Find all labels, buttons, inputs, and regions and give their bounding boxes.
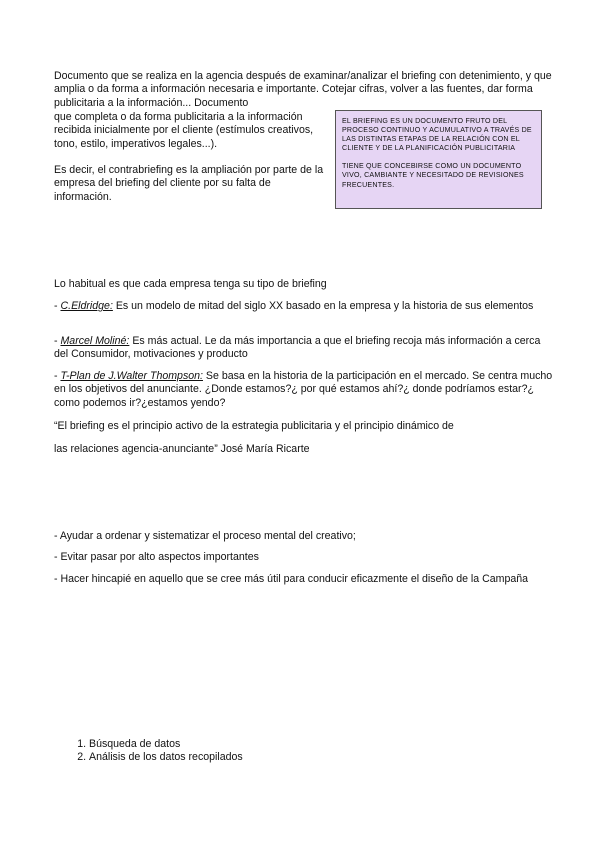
step-item: 1. Búsqueda de datos xyxy=(89,738,243,751)
briefing-type-description: Es más actual. Le da más importancia a que el briefing recoja más información a cerca del Consumidor, motivaciones y producto xyxy=(54,335,541,361)
briefing-type-eldridge xyxy=(54,300,554,313)
step-item: 2. Análisis de los datos recopilados xyxy=(89,751,243,764)
briefing-type-name: Marcel Moliné: xyxy=(60,335,130,347)
intro-paragraph: Documento que se realiza en la agencia después de examinar/analizar el briefing con detenimiento, y que amplia o da forma a información necesaria e importante. Cotejar cifras, volver a las fuentes, dar forma publicitaria a la información... Documento xyxy=(54,70,552,109)
callout-paragraph-2: TIENE QUE CONCEBIRSE COMO UN DOCUMENTO VIVO, CAMBIANTE Y NECESITADO DE REVISIONES FRECUENTES. xyxy=(342,162,524,189)
quote-line-1: “El briefing es el principio activo de la estrategia publicitaria y el principio dinámico de xyxy=(54,420,454,432)
intro-continued: que completa o da forma publicitaria a la información recibida inicialmente por el cliente (estímulos creativos, tono, estilo, imperativos legales...). xyxy=(54,111,314,150)
steps-list xyxy=(54,738,243,765)
briefing-type-tplan xyxy=(54,370,554,410)
briefing-type-name: C.Eldridge: xyxy=(60,300,113,312)
function-item: - Evitar pasar por alto aspectos importantes xyxy=(54,551,259,563)
briefing-type-name: T-Plan de J.Walter Thompson: xyxy=(60,370,203,382)
callout-paragraph-1: EL BRIEFING ES UN DOCUMENTO FRUTO DEL PROCESO CONTINUO Y ACUMULATIVO A TRAVÉS DE LAS DISTINTAS ETAPAS DE LA RELACIÓN CON EL CLIENTE Y DE LA PLANIFICACIÓN PUBLICITARIA xyxy=(342,117,532,153)
briefing-type-description: Es un modelo de mitad del siglo XX basado en la empresa y la historia de sus elementos xyxy=(112,300,534,312)
item-dash: - xyxy=(54,370,61,382)
item-dash: - xyxy=(54,335,61,347)
function-item: - Ayudar a ordenar y sistematizar el proceso mental del creativo; xyxy=(54,530,356,542)
contrabriefing-definition: Es decir, el contrabriefing es la ampliación por parte de la empresa del briefing del cliente por su falta de información. xyxy=(54,164,324,203)
item-dash: - xyxy=(54,300,61,312)
briefing-types-intro: Lo habitual es que cada empresa tenga su tipo de briefing xyxy=(54,278,327,290)
function-item: - Hacer hincapié en aquello que se cree más útil para conducir eficazmente el diseño de la Campaña xyxy=(54,573,529,585)
definition-callout-box xyxy=(335,110,542,209)
briefing-type-moline xyxy=(54,335,554,362)
briefing-type-description: Se basa en la historia de la participación en el mercado. Se centra mucho en los objetivos del anunciante. ¿Donde estamos?¿ por qué estamos ahí?¿ donde podríamos estar?¿ como podemos ir?¿estamos yendo? xyxy=(54,370,553,409)
quote-line-2: las relaciones agencia-anunciante” José María Ricarte xyxy=(54,443,310,455)
